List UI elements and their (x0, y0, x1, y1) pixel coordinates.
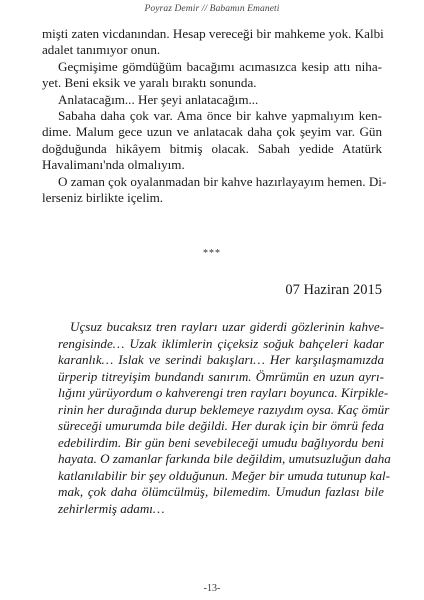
italic-line: rinin her durağında durup beklemeye razıydım oysa. Kaç ömür (58, 401, 390, 417)
italic-line: karanlık… Islak ve serindi bakışları… Her karşılaşmamızda (58, 352, 384, 367)
italic-line: Uçsuz bucaksız tren rayları uzar giderdi gözlerinin kahve- (70, 319, 384, 334)
text-line: lerseniz birlikte içelim. (42, 189, 164, 205)
page-number: -13- (203, 583, 221, 594)
text-line: dime. Malum gece uzun ve anlatacak daha çok şeyim var. Gün (42, 124, 382, 140)
text-line: Havalimanı'nda olmalıyım. (42, 157, 185, 173)
italic-passage (58, 319, 391, 517)
italic-line: ürperip titreyişim bundandı sanırım. Ömrümün en uzun ayrı- (58, 368, 384, 384)
text-line: adalet tanımıyor onun. (42, 42, 161, 58)
italic-line: hayata. O zamanlar farkında bile değildim, umutsuzluğun daha (58, 451, 391, 466)
italic-line: zehirlermiş adamı… (58, 500, 165, 516)
italic-line: mak, çok daha ölümcülmüş, bilemedim. Umudun fazlası bile (58, 484, 384, 499)
italic-line: lığını yürüyordum o kahverengi tren rayları boyunca. Kirpikle- (58, 385, 389, 400)
italic-line: rengisinde… Uzak iklimlerin çiçeksiz soğuk bahçeleri kadar (58, 335, 384, 351)
text-line: yet. Beni eksik ve yaralı bıraktı sonunda. (42, 75, 257, 91)
text-line: O zaman çok oyalanmadan bir kahve hazırlayayım hemen. Di- (58, 173, 387, 189)
text-line: mişti zaten vicdanından. Hesap vereceği bir mahkeme yok. Kalbi (42, 26, 384, 41)
italic-line: katlanılabilir bir şey olduğunun. Meğer bir umuda tutunup kal- (58, 467, 391, 483)
section-separator: *** (203, 248, 221, 259)
running-header: Poyraz Demir // Babamın Emaneti (144, 4, 280, 14)
text-line: Sabaha daha çok var. Ama önce bir kahve yapmalıyım ken- (58, 107, 382, 123)
text-line: Anlatacağım... Her şeyi anlatacağım... (58, 91, 259, 107)
date-heading: 07 Haziran 2015 (285, 282, 382, 298)
text-line: Geçmişime gömdüğüm bacağımı acımasızca kesip attı niha- (58, 58, 382, 74)
italic-line: edebilirdim. Bir gün beni sevebileceği umudu bağlıyordu beni (58, 434, 384, 450)
text-line: doğduğunda hikâyem bitmiş olacak. Sabah yedide Atatürk (42, 140, 382, 156)
body-text (42, 26, 387, 206)
italic-line: süreceği umurumda bile değildi. Her durak için bir ömrü feda (58, 418, 384, 433)
